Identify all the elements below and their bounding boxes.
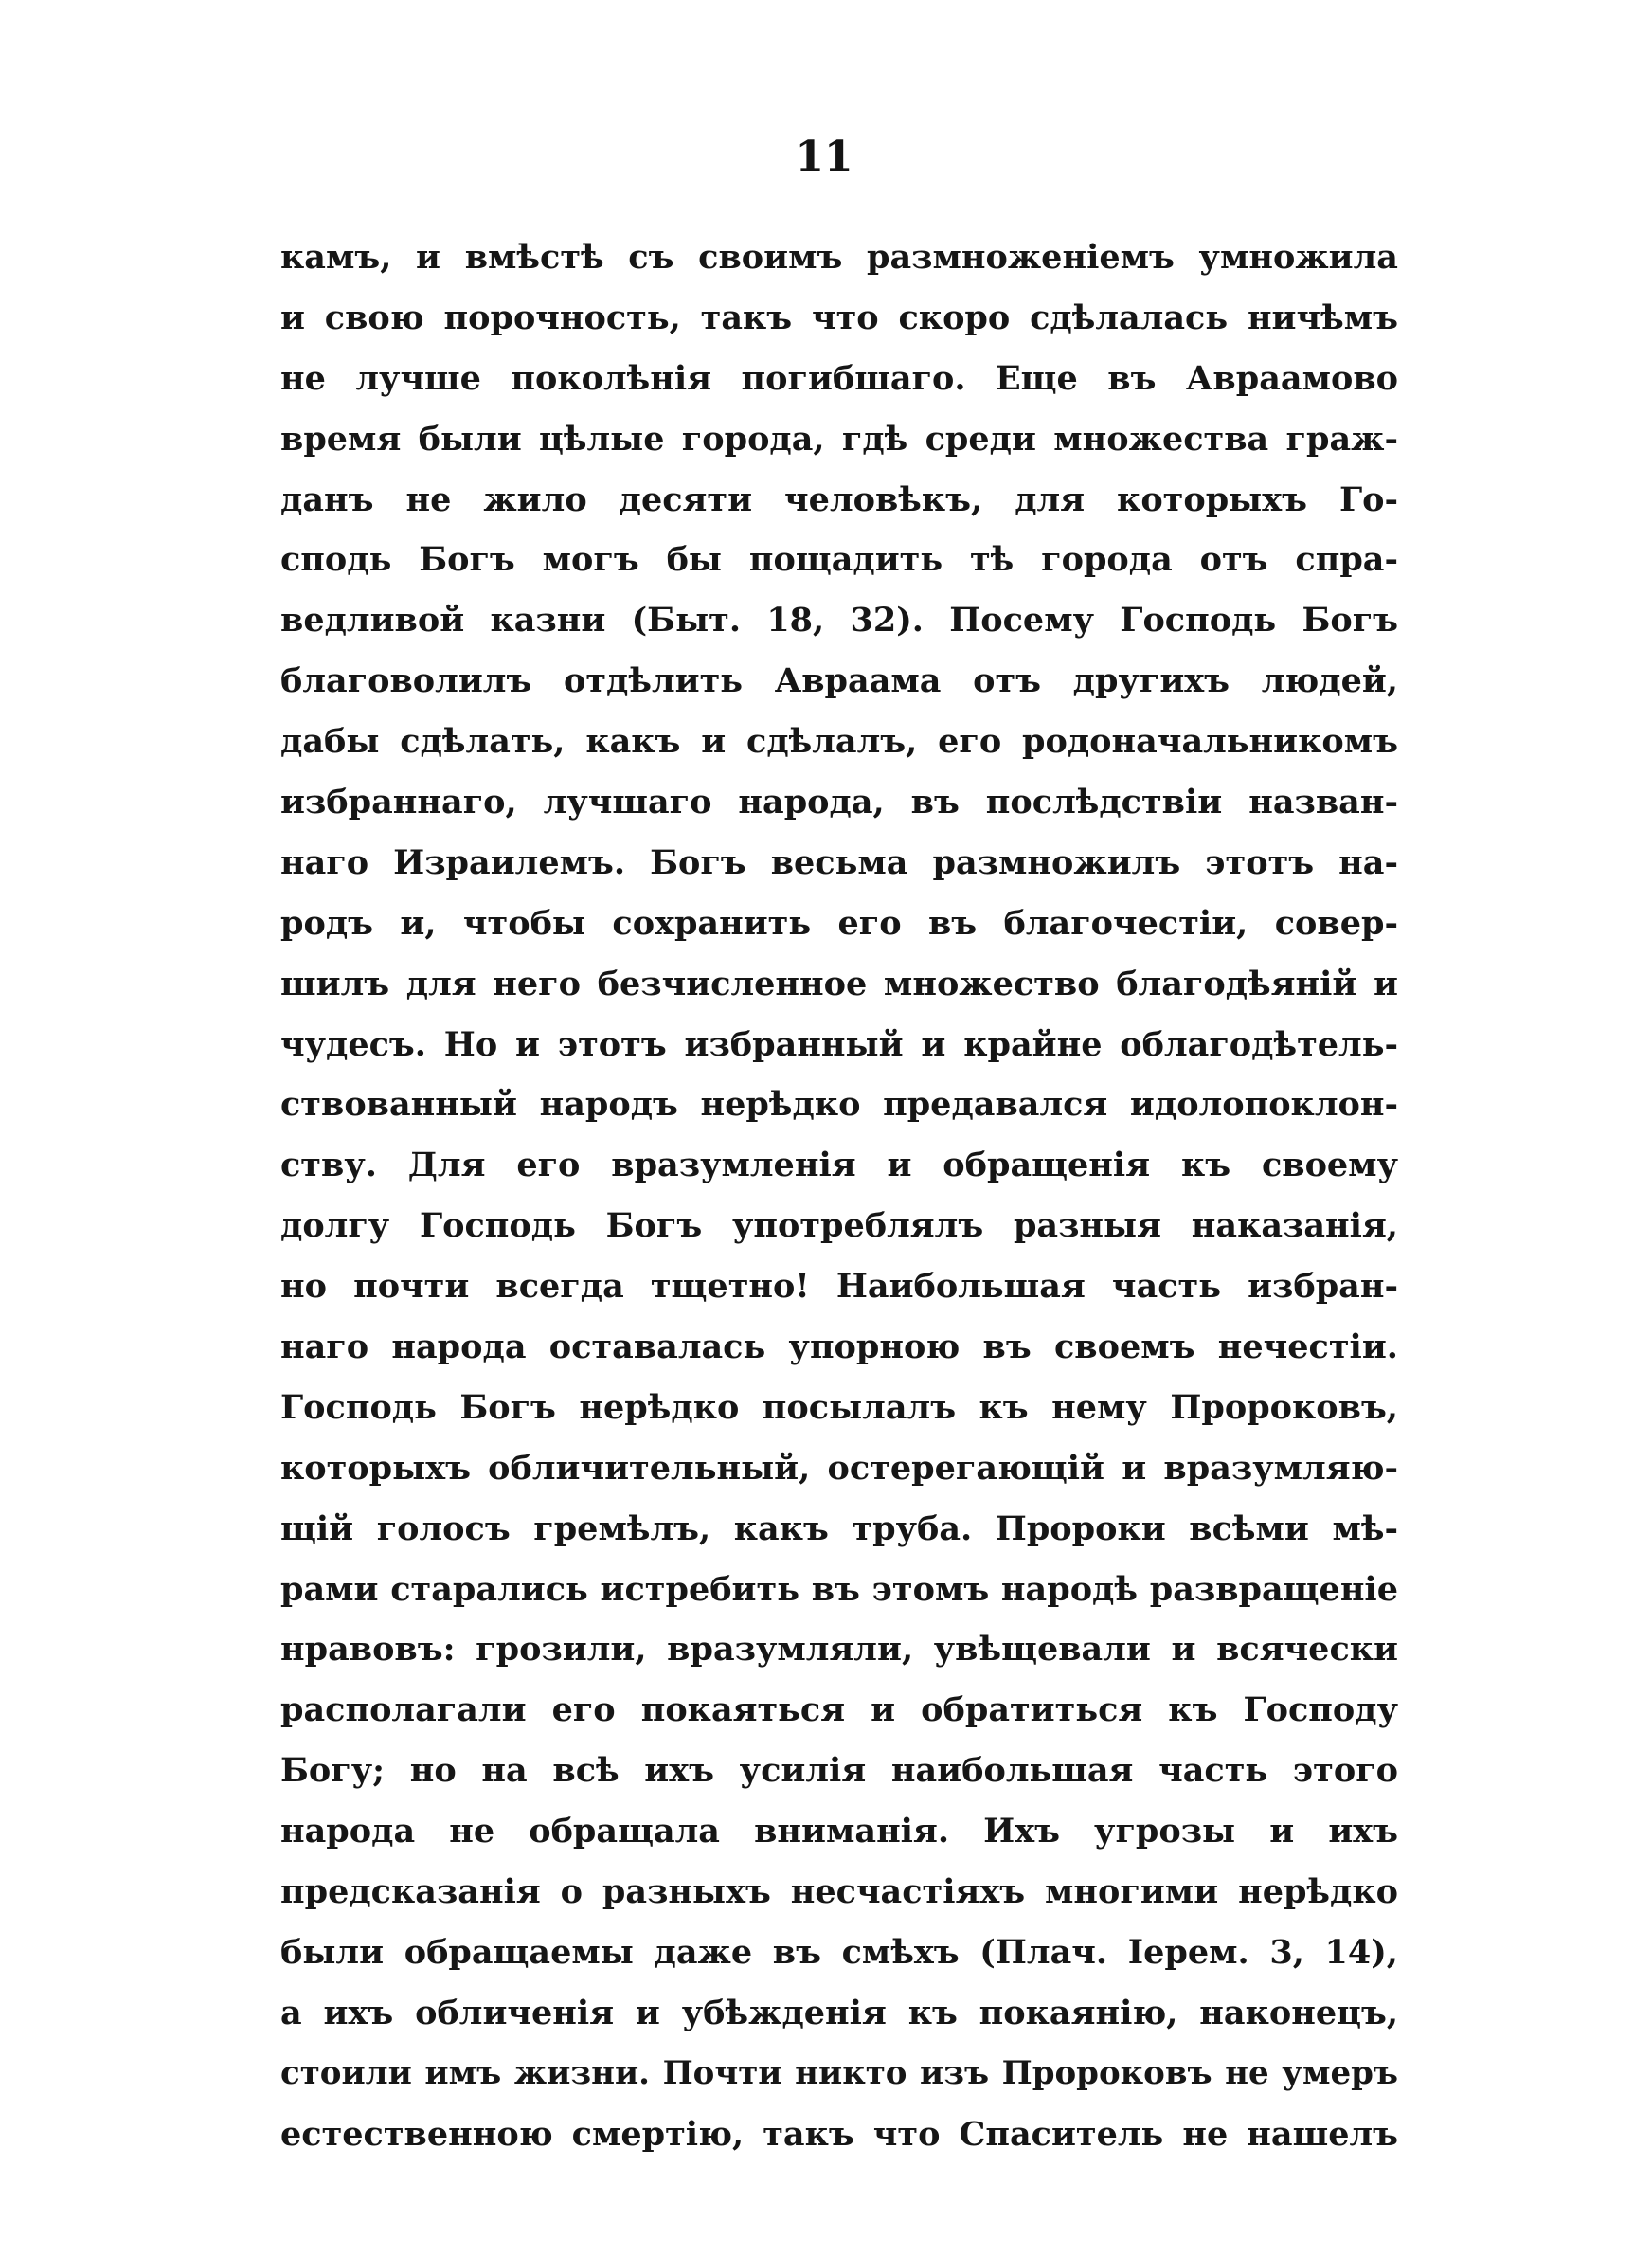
text-line: Богу; но на всѣ ихъ усилія наибольшая часть этого (280, 1751, 1398, 1791)
text-line: благоволилъ отдѣлить Авраама отъ другихъ людей, (280, 661, 1398, 701)
text-line: не лучше поколѣнія погибшаго. Еще въ Авраамово (280, 358, 1398, 398)
text-line: рами старались истребить въ этомъ народѣ развращеніе (280, 1569, 1398, 1609)
text-line: которыхъ обличительный, остерегающій и вразумляю- (280, 1448, 1398, 1488)
page-number: 11 (795, 133, 853, 181)
text-line: ствованный народъ нерѣдко предавался идолопоклон- (280, 1085, 1398, 1125)
text-line: сподь Богъ могъ бы пощадить тѣ города отъ спра- (280, 540, 1398, 580)
text-line: дабы сдѣлать, какъ и сдѣлалъ, его родоначальникомъ (280, 722, 1398, 762)
text-line: ведливой казни (Быт. 18, 32). Посему Господь Богъ (280, 601, 1398, 641)
text-line: наго Израилемъ. Богъ весьма размножилъ этотъ на- (280, 842, 1398, 882)
text-line: естественною смертію, такъ что Спаситель не нашелъ (280, 2114, 1398, 2154)
text-line: стоили имъ жизни. Почти никто изъ Пророковъ не умеръ (280, 2053, 1398, 2092)
text-line: предсказанія о разныхъ несчастіяхъ многими нерѣдко (280, 1872, 1398, 1912)
text-line: долгу Господь Богъ употреблялъ разныя наказанія, (280, 1206, 1398, 1246)
text-line: но почти всегда тщетно! Наибольшая часть избран- (280, 1267, 1398, 1307)
text-line: шилъ для него безчисленное множество благодѣяній и (280, 964, 1398, 1003)
text-line: нравовъ: грозили, вразумляли, увѣщевали и всячески (280, 1630, 1398, 1670)
text-line: Господь Богъ нерѣдко посылалъ къ нему Пророковъ, (280, 1387, 1398, 1427)
text-line: камъ, и вмѣстѣ съ своимъ размноженіемъ умножила (280, 238, 1398, 277)
text-line: располагали его покаяться и обратиться къ Господу (280, 1690, 1398, 1730)
text-line: время были цѣлые города, гдѣ среди множества граж- (280, 419, 1398, 459)
text-line: данъ не жило десяти человѣкъ, для которыхъ Го- (280, 479, 1398, 519)
text-line: родъ и, чтобы сохранить его въ благочестіи, совер- (280, 903, 1398, 943)
text-line: народа не обращала вниманія. Ихъ угрозы и ихъ (280, 1812, 1398, 1851)
body-text (280, 227, 1398, 2165)
text-line: а ихъ обличенія и убѣжденія къ покаянію, наконецъ, (280, 1993, 1398, 2032)
text-line: и свою порочность, такъ что скоро сдѣлалась ничѣмъ (280, 298, 1398, 337)
text-line: ству. Для его вразумленія и обращенія къ своему (280, 1146, 1398, 1185)
text-line: чудесъ. Но и этотъ избранный и крайне облагодѣтель- (280, 1024, 1398, 1064)
text-line: щій голосъ гремѣлъ, какъ труба. Пророки всѣми мѣ- (280, 1508, 1398, 1548)
text-line: были обращаемы даже въ смѣхъ (Плач. Іерем. 3, 14), (280, 1932, 1398, 1972)
text-line: избраннаго, лучшаго народа, въ послѣдствіи назван- (280, 783, 1398, 822)
text-line: наго народа оставалась упорною въ своемъ нечестіи. (280, 1327, 1398, 1367)
